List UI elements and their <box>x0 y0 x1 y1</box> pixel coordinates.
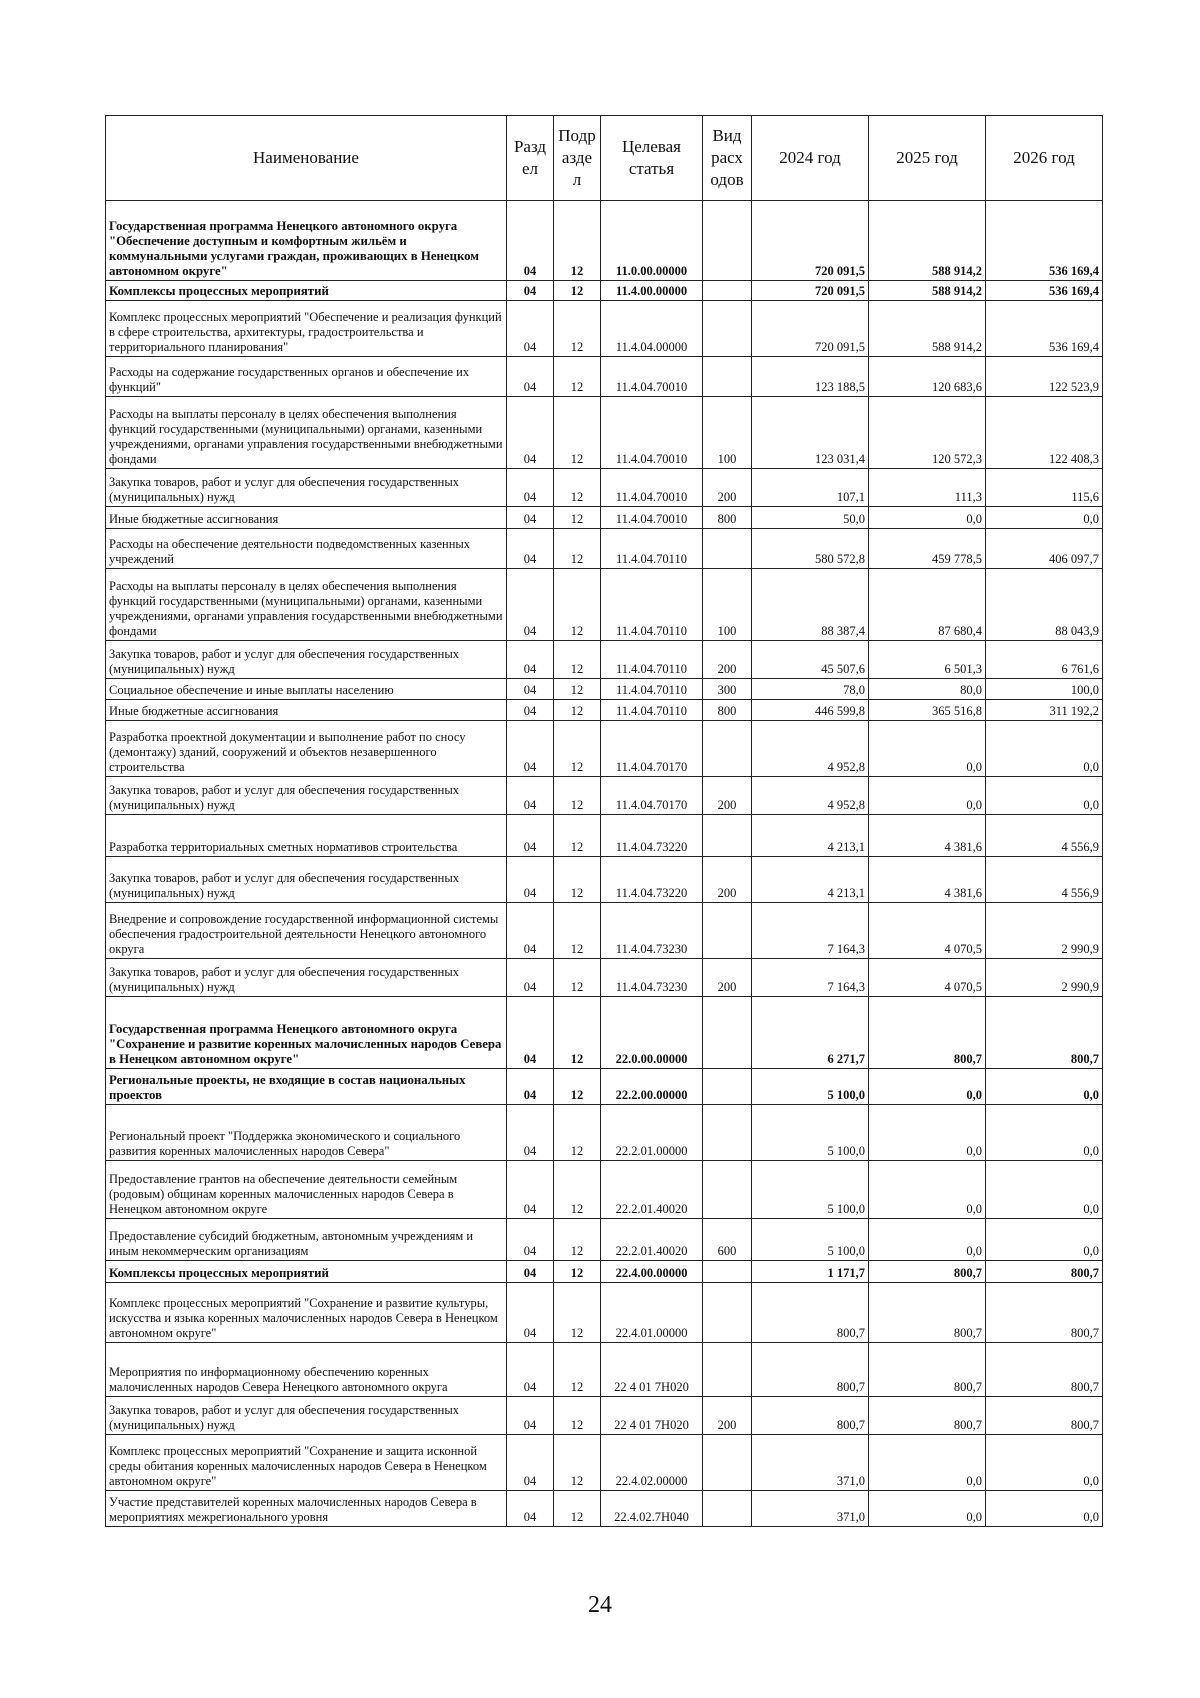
cell-2026: 800,7 <box>986 997 1103 1069</box>
table-row <box>106 857 1103 903</box>
cell-name: Разработка проектной документации и выполнение работ по сносу (демонтажу) зданий, сооружений и объектов незавершенного строительства <box>106 721 507 777</box>
cell-target: 22.0.00.00000 <box>601 997 703 1069</box>
cell-razdel: 04 <box>507 397 554 469</box>
cell-vid <box>703 997 752 1069</box>
cell-vid <box>703 281 752 301</box>
header-razdel: Разд ел <box>507 116 554 201</box>
cell-vid <box>703 357 752 397</box>
cell-vid: 200 <box>703 857 752 903</box>
cell-2026: 536 169,4 <box>986 301 1103 357</box>
cell-2026: 6 761,6 <box>986 641 1103 679</box>
cell-vid: 200 <box>703 1397 752 1435</box>
cell-2025: 4 070,5 <box>869 959 986 997</box>
cell-2025: 800,7 <box>869 1397 986 1435</box>
cell-2025: 0,0 <box>869 1105 986 1161</box>
cell-2026: 0,0 <box>986 507 1103 529</box>
cell-name: Комплекс процессных мероприятий "Сохранение и развитие культуры, искусства и языка коренных малочисленных народов Севера в Ненецком автономном округе" <box>106 1283 507 1343</box>
table-row <box>106 1219 1103 1261</box>
cell-target: 11.4.04.70010 <box>601 507 703 529</box>
cell-razdel: 04 <box>507 1105 554 1161</box>
cell-podrazdel: 12 <box>554 397 601 469</box>
cell-podrazdel: 12 <box>554 469 601 507</box>
header-2025: 2025 год <box>869 116 986 201</box>
table-row <box>106 1105 1103 1161</box>
cell-2025: 459 778,5 <box>869 529 986 569</box>
cell-vid: 800 <box>703 700 752 721</box>
cell-vid <box>703 815 752 857</box>
cell-podrazdel: 12 <box>554 301 601 357</box>
table-body <box>106 201 1103 1527</box>
cell-podrazdel: 12 <box>554 997 601 1069</box>
cell-2026: 0,0 <box>986 1435 1103 1491</box>
cell-razdel: 04 <box>507 700 554 721</box>
table-header-row <box>106 116 1103 201</box>
cell-2025: 588 914,2 <box>869 301 986 357</box>
cell-2025: 120 683,6 <box>869 357 986 397</box>
cell-2024: 50,0 <box>752 507 869 529</box>
cell-vid: 100 <box>703 569 752 641</box>
cell-2025: 588 914,2 <box>869 281 986 301</box>
cell-vid: 200 <box>703 469 752 507</box>
cell-2024: 720 091,5 <box>752 301 869 357</box>
table-row <box>106 903 1103 959</box>
header-target: Целевая статья <box>601 116 703 201</box>
cell-podrazdel: 12 <box>554 1261 601 1283</box>
table-row <box>106 815 1103 857</box>
cell-razdel: 04 <box>507 1435 554 1491</box>
cell-razdel: 04 <box>507 469 554 507</box>
cell-2024: 4 213,1 <box>752 857 869 903</box>
table-row <box>106 1283 1103 1343</box>
cell-2025: 588 914,2 <box>869 201 986 281</box>
table-row <box>106 397 1103 469</box>
cell-target: 11.0.00.00000 <box>601 201 703 281</box>
cell-2026: 0,0 <box>986 1105 1103 1161</box>
table-row <box>106 1261 1103 1283</box>
cell-2026: 536 169,4 <box>986 201 1103 281</box>
cell-vid: 600 <box>703 1219 752 1261</box>
cell-target: 11.4.04.73220 <box>601 815 703 857</box>
table-row <box>106 301 1103 357</box>
table-row <box>106 569 1103 641</box>
cell-2025: 4 381,6 <box>869 857 986 903</box>
cell-2026: 800,7 <box>986 1261 1103 1283</box>
table-row <box>106 201 1103 281</box>
cell-2024: 4 952,8 <box>752 777 869 815</box>
cell-target: 11.4.04.73230 <box>601 959 703 997</box>
cell-razdel: 04 <box>507 301 554 357</box>
cell-2026: 0,0 <box>986 1219 1103 1261</box>
cell-razdel: 04 <box>507 997 554 1069</box>
cell-vid: 200 <box>703 959 752 997</box>
table-row <box>106 959 1103 997</box>
cell-2025: 365 516,8 <box>869 700 986 721</box>
cell-podrazdel: 12 <box>554 815 601 857</box>
cell-razdel: 04 <box>507 1219 554 1261</box>
cell-name: Региональные проекты, не входящие в состав национальных проектов <box>106 1069 507 1105</box>
cell-vid <box>703 1435 752 1491</box>
cell-target: 11.4.04.70110 <box>601 569 703 641</box>
cell-target: 22.2.01.00000 <box>601 1105 703 1161</box>
header-podrazdel: Подр азде л <box>554 116 601 201</box>
cell-name: Закупка товаров, работ и услуг для обеспечения государственных (муниципальных) нужд <box>106 1397 507 1435</box>
cell-name: Закупка товаров, работ и услуг для обеспечения государственных (муниципальных) нужд <box>106 641 507 679</box>
cell-razdel: 04 <box>507 1069 554 1105</box>
cell-podrazdel: 12 <box>554 1435 601 1491</box>
table-row <box>106 641 1103 679</box>
cell-razdel: 04 <box>507 959 554 997</box>
cell-target: 11.4.00.00000 <box>601 281 703 301</box>
cell-vid <box>703 301 752 357</box>
cell-2025: 800,7 <box>869 997 986 1069</box>
table-row <box>106 1491 1103 1527</box>
cell-razdel: 04 <box>507 641 554 679</box>
cell-2025: 0,0 <box>869 1161 986 1219</box>
cell-vid: 800 <box>703 507 752 529</box>
cell-name: Закупка товаров, работ и услуг для обеспечения государственных (муниципальных) нужд <box>106 857 507 903</box>
cell-2026: 800,7 <box>986 1343 1103 1397</box>
cell-2026: 800,7 <box>986 1397 1103 1435</box>
cell-2025: 111,3 <box>869 469 986 507</box>
cell-name: Мероприятия по информационному обеспечению коренных малочисленных народов Севера Ненецкого автономного округа <box>106 1343 507 1397</box>
cell-2024: 371,0 <box>752 1491 869 1527</box>
cell-2026: 311 192,2 <box>986 700 1103 721</box>
cell-name: Комплекс процессных мероприятий "Обеспечение и реализация функций в сфере строительства, архитектуры, градостроительства и территориального планирования" <box>106 301 507 357</box>
cell-2024: 5 100,0 <box>752 1069 869 1105</box>
cell-2026: 0,0 <box>986 1069 1103 1105</box>
cell-name: Закупка товаров, работ и услуг для обеспечения государственных (муниципальных) нужд <box>106 469 507 507</box>
cell-2026: 536 169,4 <box>986 281 1103 301</box>
cell-vid: 200 <box>703 641 752 679</box>
cell-2024: 580 572,8 <box>752 529 869 569</box>
cell-2024: 4 952,8 <box>752 721 869 777</box>
cell-name: Предоставление грантов на обеспечение деятельности семейным (родовым) общинам коренных малочисленных народов Севера в Ненецком автономном округе <box>106 1161 507 1219</box>
cell-target: 22.4.01.00000 <box>601 1283 703 1343</box>
cell-2024: 107,1 <box>752 469 869 507</box>
cell-vid: 100 <box>703 397 752 469</box>
cell-podrazdel: 12 <box>554 1105 601 1161</box>
cell-vid <box>703 1283 752 1343</box>
cell-2024: 4 213,1 <box>752 815 869 857</box>
header-2026: 2026 год <box>986 116 1103 201</box>
header-vid: Вид расх одов <box>703 116 752 201</box>
cell-2024: 123 031,4 <box>752 397 869 469</box>
cell-2026: 0,0 <box>986 777 1103 815</box>
cell-2026: 4 556,9 <box>986 857 1103 903</box>
cell-target: 22.2.00.00000 <box>601 1069 703 1105</box>
cell-podrazdel: 12 <box>554 1161 601 1219</box>
cell-name: Разработка территориальных сметных нормативов строительства <box>106 815 507 857</box>
cell-vid <box>703 1343 752 1397</box>
table-row <box>106 721 1103 777</box>
cell-razdel: 04 <box>507 903 554 959</box>
cell-2024: 7 164,3 <box>752 903 869 959</box>
cell-podrazdel: 12 <box>554 357 601 397</box>
cell-2025: 0,0 <box>869 777 986 815</box>
cell-razdel: 04 <box>507 201 554 281</box>
cell-name: Расходы на выплаты персоналу в целях обеспечения выполнения функций государственными (муниципальными) органами, казенными учреждениями, органами управления государственными внебюджетными фондами <box>106 397 507 469</box>
cell-podrazdel: 12 <box>554 641 601 679</box>
cell-2025: 0,0 <box>869 1219 986 1261</box>
cell-2026: 100,0 <box>986 679 1103 700</box>
cell-name: Расходы на обеспечение деятельности подведомственных казенных учреждений <box>106 529 507 569</box>
cell-razdel: 04 <box>507 569 554 641</box>
cell-2024: 1 171,7 <box>752 1261 869 1283</box>
table-row <box>106 777 1103 815</box>
cell-podrazdel: 12 <box>554 1069 601 1105</box>
cell-target: 22 4 01 7Н020 <box>601 1343 703 1397</box>
cell-2024: 720 091,5 <box>752 201 869 281</box>
cell-2025: 6 501,3 <box>869 641 986 679</box>
cell-vid <box>703 903 752 959</box>
cell-podrazdel: 12 <box>554 529 601 569</box>
cell-name: Расходы на выплаты персоналу в целях обеспечения выполнения функций государственными (муниципальными) органами, казенными учреждениями, органами управления государственными внебюджетными фондами <box>106 569 507 641</box>
cell-2026: 800,7 <box>986 1283 1103 1343</box>
cell-podrazdel: 12 <box>554 201 601 281</box>
budget-table <box>105 115 1103 1527</box>
cell-2026: 2 990,9 <box>986 903 1103 959</box>
cell-razdel: 04 <box>507 721 554 777</box>
cell-2026: 0,0 <box>986 1161 1103 1219</box>
cell-2026: 2 990,9 <box>986 959 1103 997</box>
cell-target: 11.4.04.70170 <box>601 777 703 815</box>
table-row <box>106 1069 1103 1105</box>
cell-2024: 5 100,0 <box>752 1105 869 1161</box>
cell-podrazdel: 12 <box>554 507 601 529</box>
cell-2026: 88 043,9 <box>986 569 1103 641</box>
cell-razdel: 04 <box>507 815 554 857</box>
cell-target: 22.2.01.40020 <box>601 1219 703 1261</box>
cell-razdel: 04 <box>507 281 554 301</box>
cell-name: Иные бюджетные ассигнования <box>106 700 507 721</box>
cell-2025: 0,0 <box>869 1491 986 1527</box>
cell-podrazdel: 12 <box>554 1397 601 1435</box>
cell-2025: 0,0 <box>869 507 986 529</box>
cell-razdel: 04 <box>507 857 554 903</box>
cell-name: Комплексы процессных мероприятий <box>106 281 507 301</box>
cell-name: Государственная программа Ненецкого автономного округа "Сохранение и развитие коренных малочисленных народов Севера в Ненецком автономном округе" <box>106 997 507 1069</box>
cell-name: Расходы на содержание государственных органов и обеспечение их функций" <box>106 357 507 397</box>
cell-name: Комплексы процессных мероприятий <box>106 1261 507 1283</box>
cell-razdel: 04 <box>507 1261 554 1283</box>
cell-vid <box>703 1069 752 1105</box>
cell-name: Закупка товаров, работ и услуг для обеспечения государственных (муниципальных) нужд <box>106 959 507 997</box>
cell-2024: 371,0 <box>752 1435 869 1491</box>
cell-target: 11.4.04.70010 <box>601 357 703 397</box>
cell-razdel: 04 <box>507 1397 554 1435</box>
cell-2025: 0,0 <box>869 721 986 777</box>
cell-target: 22.2.01.40020 <box>601 1161 703 1219</box>
cell-2025: 800,7 <box>869 1343 986 1397</box>
cell-razdel: 04 <box>507 1161 554 1219</box>
cell-vid <box>703 201 752 281</box>
cell-2026: 4 556,9 <box>986 815 1103 857</box>
cell-2026: 115,6 <box>986 469 1103 507</box>
cell-target: 22.4.02.00000 <box>601 1435 703 1491</box>
table-row <box>106 357 1103 397</box>
cell-2025: 80,0 <box>869 679 986 700</box>
cell-vid: 200 <box>703 777 752 815</box>
cell-2025: 800,7 <box>869 1283 986 1343</box>
cell-podrazdel: 12 <box>554 721 601 777</box>
cell-2024: 720 091,5 <box>752 281 869 301</box>
cell-2026: 0,0 <box>986 1491 1103 1527</box>
cell-podrazdel: 12 <box>554 1219 601 1261</box>
cell-name: Иные бюджетные ассигнования <box>106 507 507 529</box>
cell-name: Государственная программа Ненецкого автономного округа "Обеспечение доступным и комфортным жильём и коммунальными услугами граждан, проживающих в Ненецком автономном округе" <box>106 201 507 281</box>
table-row <box>106 997 1103 1069</box>
header-2024: 2024 год <box>752 116 869 201</box>
table-row <box>106 679 1103 700</box>
cell-podrazdel: 12 <box>554 1343 601 1397</box>
cell-razdel: 04 <box>507 777 554 815</box>
cell-target: 11.4.04.70010 <box>601 469 703 507</box>
cell-vid <box>703 721 752 777</box>
cell-name: Предоставление субсидий бюджетным, автономным учреждениям и иным некоммерческим организациям <box>106 1219 507 1261</box>
cell-podrazdel: 12 <box>554 1283 601 1343</box>
header-name: Наименование <box>106 116 507 201</box>
cell-2025: 4 381,6 <box>869 815 986 857</box>
cell-2024: 78,0 <box>752 679 869 700</box>
cell-name: Участие представителей коренных малочисленных народов Севера в мероприятиях межрегионального уровня <box>106 1491 507 1527</box>
cell-podrazdel: 12 <box>554 679 601 700</box>
cell-podrazdel: 12 <box>554 903 601 959</box>
cell-podrazdel: 12 <box>554 959 601 997</box>
cell-target: 11.4.04.70110 <box>601 529 703 569</box>
cell-2024: 6 271,7 <box>752 997 869 1069</box>
table-row <box>106 469 1103 507</box>
cell-target: 11.4.04.70110 <box>601 679 703 700</box>
cell-podrazdel: 12 <box>554 857 601 903</box>
cell-razdel: 04 <box>507 1343 554 1397</box>
cell-name: Социальное обеспечение и иные выплаты населению <box>106 679 507 700</box>
table-row <box>106 529 1103 569</box>
cell-target: 11.4.04.70110 <box>601 641 703 679</box>
table-row <box>106 1343 1103 1397</box>
cell-razdel: 04 <box>507 679 554 700</box>
cell-2026: 406 097,7 <box>986 529 1103 569</box>
cell-vid <box>703 1105 752 1161</box>
table-row <box>106 700 1103 721</box>
cell-2024: 7 164,3 <box>752 959 869 997</box>
cell-razdel: 04 <box>507 507 554 529</box>
table-row <box>106 1435 1103 1491</box>
cell-podrazdel: 12 <box>554 777 601 815</box>
cell-2025: 0,0 <box>869 1069 986 1105</box>
table-row <box>106 1161 1103 1219</box>
cell-vid <box>703 529 752 569</box>
cell-target: 11.4.04.70170 <box>601 721 703 777</box>
cell-podrazdel: 12 <box>554 281 601 301</box>
cell-razdel: 04 <box>507 1283 554 1343</box>
cell-2024: 5 100,0 <box>752 1219 869 1261</box>
cell-target: 22.4.00.00000 <box>601 1261 703 1283</box>
table-row <box>106 507 1103 529</box>
cell-vid <box>703 1261 752 1283</box>
cell-target: 11.4.04.00000 <box>601 301 703 357</box>
cell-target: 11.4.04.73230 <box>601 903 703 959</box>
cell-podrazdel: 12 <box>554 1491 601 1527</box>
cell-2024: 5 100,0 <box>752 1161 869 1219</box>
cell-razdel: 04 <box>507 529 554 569</box>
cell-target: 11.4.04.70010 <box>601 397 703 469</box>
cell-podrazdel: 12 <box>554 569 601 641</box>
cell-2024: 446 599,8 <box>752 700 869 721</box>
cell-2024: 800,7 <box>752 1397 869 1435</box>
table-row <box>106 281 1103 301</box>
cell-vid <box>703 1161 752 1219</box>
cell-razdel: 04 <box>507 1491 554 1527</box>
cell-vid: 300 <box>703 679 752 700</box>
cell-2025: 87 680,4 <box>869 569 986 641</box>
cell-2026: 122 408,3 <box>986 397 1103 469</box>
cell-razdel: 04 <box>507 357 554 397</box>
cell-2025: 120 572,3 <box>869 397 986 469</box>
cell-name: Комплекс процессных мероприятий "Сохранение и защита исконной среды обитания коренных малочисленных народов Севера в Ненецком автономном округе" <box>106 1435 507 1491</box>
cell-target: 11.4.04.70110 <box>601 700 703 721</box>
cell-target: 11.4.04.73220 <box>601 857 703 903</box>
cell-2024: 800,7 <box>752 1283 869 1343</box>
cell-2026: 122 523,9 <box>986 357 1103 397</box>
cell-vid <box>703 1491 752 1527</box>
cell-2024: 123 188,5 <box>752 357 869 397</box>
cell-name: Региональный проект "Поддержка экономического и социального развития коренных малочисленных народов Севера" <box>106 1105 507 1161</box>
cell-2024: 45 507,6 <box>752 641 869 679</box>
cell-2026: 0,0 <box>986 721 1103 777</box>
cell-2025: 0,0 <box>869 1435 986 1491</box>
cell-2025: 4 070,5 <box>869 903 986 959</box>
cell-2024: 88 387,4 <box>752 569 869 641</box>
cell-target: 22.4.02.7Н040 <box>601 1491 703 1527</box>
table-row <box>106 1397 1103 1435</box>
page-number: 24 <box>588 1592 612 1618</box>
cell-2025: 800,7 <box>869 1261 986 1283</box>
cell-target: 22 4 01 7Н020 <box>601 1397 703 1435</box>
cell-name: Закупка товаров, работ и услуг для обеспечения государственных (муниципальных) нужд <box>106 777 507 815</box>
cell-name: Внедрение и сопровождение государственной информационной системы обеспечения градостроительной деятельности Ненецкого автономного округа <box>106 903 507 959</box>
cell-podrazdel: 12 <box>554 700 601 721</box>
cell-2024: 800,7 <box>752 1343 869 1397</box>
